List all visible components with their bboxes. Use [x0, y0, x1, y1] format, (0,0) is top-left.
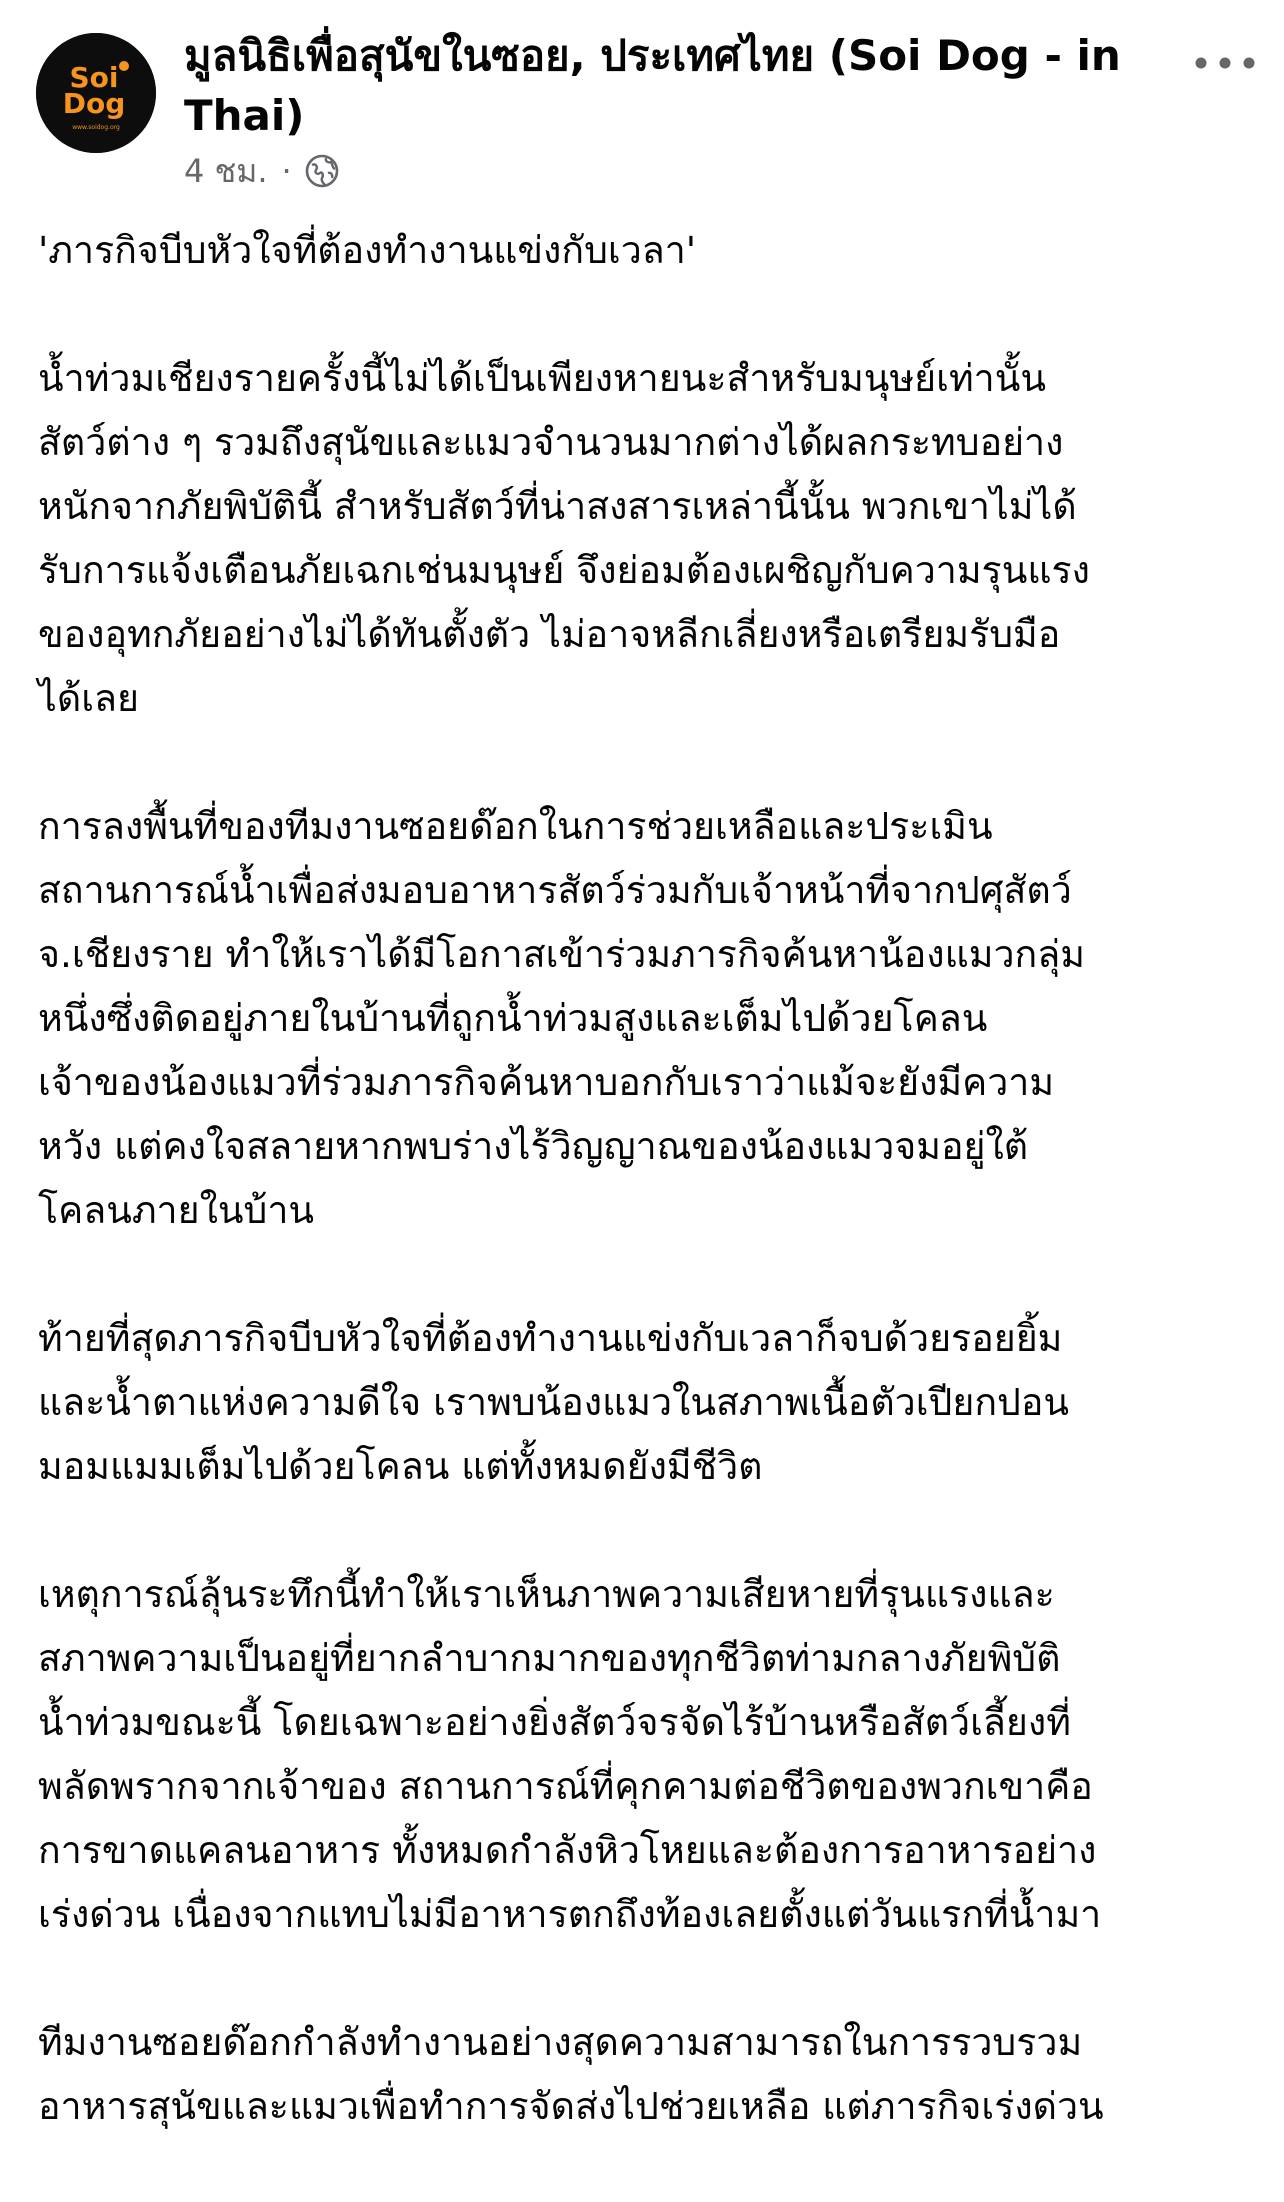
post-line: 'ภารกิจบีบหัวใจที่ต้องทำงานแข่งกับเวลา'	[38, 228, 697, 272]
post-line: การลงพื้นที่ของทีมงานซอยด๊อกในการช่วยเหลือและประเมิน	[38, 804, 993, 848]
post-text	[38, 218, 1258, 2202]
meta-separator: ·	[281, 152, 292, 190]
post-timestamp[interactable]: 4 ชม.	[184, 151, 268, 190]
post-line: เหตุการณ์ลุ้นระทึกนี้ทำให้เราเห็นภาพความเสียหายที่รุนแรงและ	[38, 1572, 1055, 1616]
post-line: น้ำท่วมเชียงรายครั้งนี้ไม่ได้เป็นเพียงหายนะสำหรับมนุษย์เท่านั้น	[38, 356, 1046, 400]
post-line: ได้เลย	[38, 676, 139, 720]
post-paragraph	[38, 1562, 1258, 1946]
post-line: หวัง แต่คงใจสลายหากพบร่างไร้วิญญาณของน้องแมวจมอยู่ใต้	[38, 1124, 1029, 1168]
page-name[interactable]	[184, 26, 1124, 146]
post-line: และน้ำตาแห่งความดีใจ เราพบน้องแมวในสภาพเนื้อตัวเปียกปอน	[38, 1380, 1069, 1424]
post-line: น้ำท่วมขณะนี้ โดยเฉพาะอย่างยิ่งสัตว์จรจัดไร้บ้านหรือสัตว์เลี้ยงที่	[38, 1700, 1071, 1744]
post-line: รับการแจ้งเตือนภัยเฉกเช่นมนุษย์ จึงย่อมต้องเผชิญกับความรุนแรง	[38, 548, 1090, 592]
post-line: ท้ายที่สุดภารกิจบีบหัวใจที่ต้องทำงานแข่งกับเวลาก็จบด้วยรอยยิ้ม	[38, 1316, 1063, 1360]
post-line: จ.เชียงราย ทำให้เราได้มีโอกาสเข้าร่วมภารกิจค้นหาน้องแมวกลุ่ม	[38, 932, 1085, 976]
globe-icon[interactable]	[304, 153, 340, 189]
post-line: หนึ่งซึ่งติดอยู่ภายในบ้านที่ถูกน้ำท่วมสูงและเต็มไปด้วยโคลน	[38, 996, 988, 1040]
post-paragraph	[38, 346, 1258, 730]
post-line: สัตว์ต่าง ๆ รวมถึงสุนัขและแมวจำนวนมากต่างได้ผลกระทบอย่าง	[38, 420, 1064, 464]
post-paragraph-title	[38, 218, 1258, 282]
post-line: หนักจากภัยพิบัตินี้ สำหรับสัตว์ที่น่าสงสารเหล่านี้นั้น พวกเขาไม่ได้	[38, 484, 1077, 528]
post-line: อาหารสุนัขและแมวเพื่อทำการจัดส่งไปช่วยเหลือ แต่ภารกิจเร่งด่วน	[38, 2084, 1104, 2128]
logo-text-bottom: Dog	[62, 87, 126, 120]
more-options-button[interactable]	[1190, 38, 1260, 88]
soi-dog-logo	[36, 33, 156, 153]
post-line: การขาดแคลนอาหาร ทั้งหมดกำลังหิวโหยและต้องการอาหารอย่าง	[38, 1828, 1097, 1872]
post-line: เจ้าของน้องแมวที่ร่วมภารกิจค้นหาบอกกับเราว่าแม้จะยังมีความ	[38, 1060, 1055, 1104]
more-horizontal-icon	[1193, 55, 1257, 71]
post-paragraph	[38, 2010, 1258, 2138]
logo-paw-icon	[119, 61, 129, 71]
post-line: ของอุทกภัยอย่างไม่ได้ทันตั้งตัว ไม่อาจหลีกเลี่ยงหรือเตรียมรับมือ	[38, 612, 1061, 656]
post-line: พลัดพรากจากเจ้าของ สถานการณ์ที่คุกคามต่อชีวิตของพวกเขาคือ	[38, 1764, 1093, 1808]
page-name-line: มูลนิธิเพื่อสุนัขในซอย, ประเทศไทย (Soi Dog - in	[184, 31, 1121, 80]
page-avatar[interactable]	[36, 33, 156, 153]
post-line: สภาพความเป็นอยู่ที่ยากลำบากมากของทุกชีวิตท่ามกลางภัยพิบัติ	[38, 1636, 1061, 1680]
post-line: มอมแมมเต็มไปด้วยโคลน แต่ทั้งหมดยังมีชีวิต	[38, 1444, 763, 1488]
logo-url-text: www.soidog.org	[72, 124, 120, 131]
logo-text-top: Soi	[69, 61, 119, 94]
post-meta	[184, 148, 340, 194]
post-paragraph	[38, 794, 1258, 1242]
page-name-line: Thai)	[184, 91, 305, 140]
post-line: โคลนภายในบ้าน	[38, 1188, 315, 1232]
post-line: ทีมงานซอยด๊อกกำลังทำงานอย่างสุดความสามารถในการรวบรวม	[38, 2020, 1083, 2064]
post-header	[0, 0, 1284, 200]
post-paragraph	[38, 1306, 1258, 1498]
post-line: สถานการณ์น้ำเพื่อส่งมอบอาหารสัตว์ร่วมกับเจ้าหน้าที่จากปศุสัตว์	[38, 868, 1072, 912]
post-line: เร่งด่วน เนื่องจากแทบไม่มีอาหารตกถึงท้องเลยตั้งแต่วันแรกที่น้ำมา	[38, 1892, 1102, 1936]
